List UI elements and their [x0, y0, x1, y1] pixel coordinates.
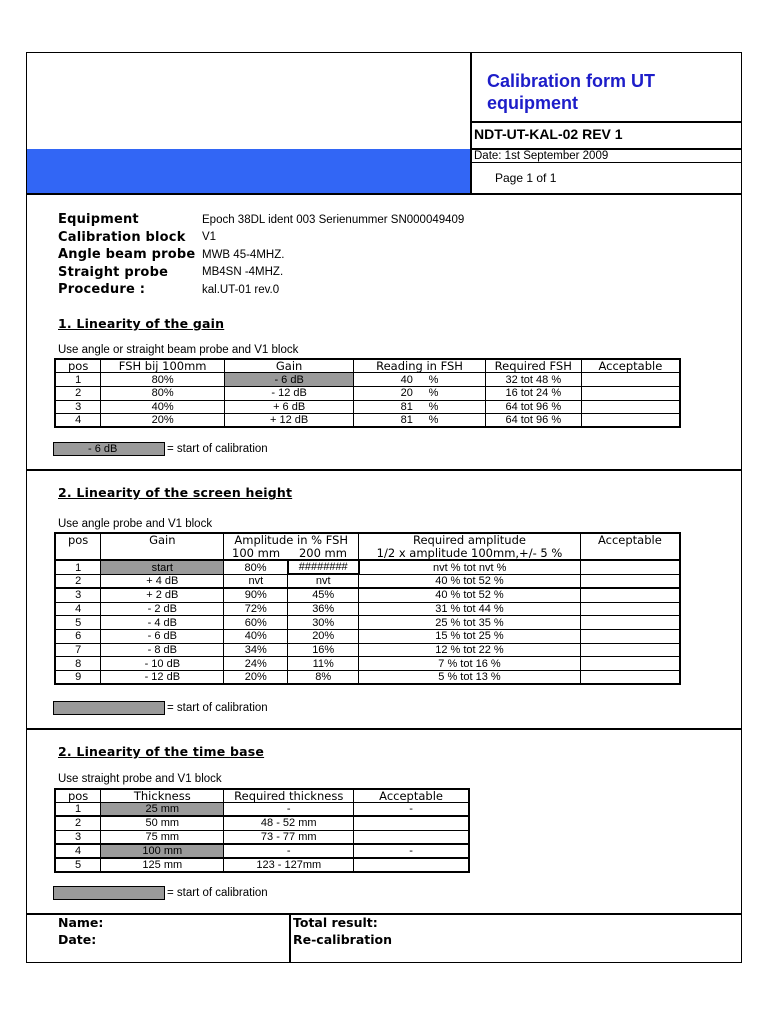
cell-acceptable[interactable]: -	[354, 844, 469, 858]
cell-required: 31 % tot 44 %	[359, 602, 581, 616]
cell-gain: - 12 dB	[225, 386, 354, 400]
cell-acceptable[interactable]	[580, 657, 680, 671]
info-row-angle-beam-probe	[58, 246, 464, 264]
cell-pos: 1	[55, 803, 101, 817]
cell-amp-100: 72%	[224, 602, 288, 616]
cell-required: 40 % tot 52 %	[359, 588, 581, 602]
cell-reading	[354, 400, 486, 414]
info-row-straight-probe	[58, 264, 464, 282]
info-value: Epoch 38DL ident 003 Serienummer SN000049409	[202, 213, 465, 226]
column-header: pos	[55, 359, 101, 373]
table-row	[55, 560, 680, 574]
column-header: Reading in FSH	[354, 359, 486, 373]
info-label: Procedure :	[58, 282, 146, 298]
cell-gain: - 6 dB	[101, 629, 224, 643]
reading-unit: %	[428, 387, 439, 400]
column-subheader: 1/2 x amplitude 100mm,+/- 5 %	[359, 547, 581, 561]
column-header: Required FSH	[485, 359, 581, 373]
table-row	[55, 414, 680, 428]
cell-acceptable[interactable]: -	[354, 803, 469, 817]
cell-acceptable[interactable]	[580, 616, 680, 630]
section-divider	[26, 728, 742, 730]
cell-reading	[354, 414, 486, 428]
table-header-row	[55, 533, 680, 547]
table-row	[55, 844, 469, 858]
info-row-calibration-block	[58, 229, 464, 247]
table-row	[55, 830, 469, 844]
name-field-label: Name:	[58, 915, 104, 930]
cell-pos: 5	[55, 616, 101, 630]
section-title-gain: 1. Linearity of the gain	[58, 316, 225, 331]
cell-reading	[354, 386, 486, 400]
table-header-row	[55, 359, 680, 373]
table-row	[55, 657, 680, 671]
cell-required: -	[224, 844, 354, 858]
cell-gain: - 4 dB	[101, 616, 224, 630]
cell-acceptable[interactable]	[580, 629, 680, 643]
table-row	[55, 588, 680, 602]
reading-value: 81	[400, 414, 413, 427]
cell-pos: 1	[55, 373, 101, 387]
column-header: FSH bij 100mm	[101, 359, 225, 373]
section-subtitle: Use straight probe and V1 block	[58, 773, 222, 785]
column-header: pos	[55, 789, 101, 803]
cell-pos: 4	[55, 602, 101, 616]
cell-pos: 2	[55, 574, 101, 588]
table-row	[55, 803, 469, 817]
cell-amp-100: 40%	[224, 629, 288, 643]
total-result-label: Total result:	[293, 915, 378, 930]
equipment-info	[58, 211, 464, 299]
cell-thickness: 125 mm	[101, 858, 224, 872]
cell-required: 25 % tot 35 %	[359, 616, 581, 630]
cell-pos: 9	[55, 671, 101, 685]
cell-acceptable[interactable]	[580, 560, 680, 574]
column-header: Amplitude in % FSH	[224, 533, 359, 547]
section-divider	[26, 469, 742, 471]
cell-required: 73 - 77 mm	[224, 830, 354, 844]
column-header: Gain	[101, 533, 224, 560]
calibration-legend	[53, 886, 268, 900]
cell-amp-200: 20%	[288, 629, 359, 643]
reading-unit: %	[428, 414, 439, 427]
reading-value: 40	[400, 373, 413, 386]
cell-acceptable[interactable]	[580, 643, 680, 657]
table-row	[55, 643, 680, 657]
cell-pos: 3	[55, 400, 101, 414]
cell-required: 15 % tot 25 %	[359, 629, 581, 643]
section-subtitle: Use angle probe and V1 block	[58, 518, 213, 530]
cell-amp-100: 34%	[224, 643, 288, 657]
cell-amp-200: nvt	[288, 574, 359, 588]
info-label: Equipment	[58, 212, 139, 228]
reading-value: 20	[400, 387, 413, 400]
column-subheader: 200 mm	[288, 547, 359, 561]
cell-gain: + 2 dB	[101, 588, 224, 602]
footer-divider	[289, 913, 291, 963]
cell-pos: 2	[55, 386, 101, 400]
form-title: Calibration form UT equipment	[487, 71, 656, 113]
cell-pos: 1	[55, 560, 101, 574]
cell-amp-200: 11%	[288, 657, 359, 671]
cell-amp-200: ########	[288, 560, 359, 574]
cell-required: 5 % tot 13 %	[359, 671, 581, 685]
table-row	[55, 400, 680, 414]
column-header: pos	[55, 533, 101, 560]
cell-amp-100: 60%	[224, 616, 288, 630]
cell-acceptable[interactable]	[580, 588, 680, 602]
cell-acceptable[interactable]	[581, 386, 680, 400]
legend-text: = start of calibration	[167, 443, 268, 455]
cell-required: 40 % tot 52 %	[359, 574, 581, 588]
cell-acceptable[interactable]	[580, 574, 680, 588]
cell-thickness: 100 mm	[101, 844, 224, 858]
cell-amp-200: 16%	[288, 643, 359, 657]
cell-acceptable[interactable]	[354, 858, 469, 872]
table-row	[55, 373, 680, 387]
cell-gain: start	[101, 560, 224, 574]
table-row	[55, 386, 680, 400]
cell-required: 64 tot 96 %	[485, 414, 581, 428]
cell-fsh: 80%	[101, 373, 225, 387]
cell-amp-200: 36%	[288, 602, 359, 616]
section-title-screen-height: 2. Linearity of the screen height	[58, 485, 293, 500]
cell-pos: 4	[55, 844, 101, 858]
legend-text: = start of calibration	[167, 702, 268, 714]
time-base-table	[54, 788, 470, 873]
footer-divider	[26, 913, 742, 915]
cell-pos: 5	[55, 858, 101, 872]
cell-fsh: 20%	[101, 414, 225, 428]
cell-pos: 8	[55, 657, 101, 671]
cell-required: 7 % tot 16 %	[359, 657, 581, 671]
column-header: Acceptable	[354, 789, 469, 803]
cell-gain: - 6 dB	[225, 373, 354, 387]
info-label: Calibration block	[58, 229, 186, 245]
cell-pos: 2	[55, 816, 101, 830]
cell-required: 32 tot 48 %	[485, 373, 581, 387]
calibration-legend	[53, 701, 268, 715]
table-row	[55, 816, 469, 830]
column-header: Thickness	[101, 789, 224, 803]
info-label: Straight probe	[58, 264, 169, 280]
cell-required: 12 % tot 22 %	[359, 643, 581, 657]
reading-unit: %	[428, 373, 439, 386]
table-row	[55, 574, 680, 588]
cell-gain: - 10 dB	[101, 657, 224, 671]
legend-text: = start of calibration	[167, 887, 268, 899]
cell-pos: 4	[55, 414, 101, 428]
screen-height-table	[54, 532, 681, 685]
document-code: NDT-UT-KAL-02 REV 1	[474, 126, 623, 142]
header-divider	[470, 121, 742, 123]
column-header: Required amplitude	[359, 533, 581, 547]
info-value: kal.UT-01 rev.0	[202, 283, 280, 296]
cell-gain: + 6 dB	[225, 400, 354, 414]
cell-acceptable[interactable]	[581, 373, 680, 387]
cell-acceptable[interactable]	[354, 816, 469, 830]
reading-unit: %	[428, 400, 439, 413]
cell-fsh: 80%	[101, 386, 225, 400]
cell-gain: - 2 dB	[101, 602, 224, 616]
header-divider	[470, 52, 472, 194]
gain-linearity-table	[54, 358, 681, 428]
info-label: Angle beam probe	[58, 247, 196, 263]
table-header-row	[55, 789, 469, 803]
cell-acceptable[interactable]	[580, 671, 680, 685]
cell-fsh: 40%	[101, 400, 225, 414]
cell-acceptable[interactable]	[580, 602, 680, 616]
cell-pos: 3	[55, 588, 101, 602]
column-header: Required thickness	[224, 789, 354, 803]
info-row-equipment	[58, 211, 464, 229]
cell-amp-200: 8%	[288, 671, 359, 685]
section-title-time-base: 2. Linearity of the time base	[58, 744, 265, 759]
cell-amp-100: nvt	[224, 574, 288, 588]
cell-acceptable[interactable]	[581, 400, 680, 414]
cell-pos: 3	[55, 830, 101, 844]
info-value: MB4SN -4MHZ.	[202, 266, 284, 279]
cell-reading	[354, 373, 486, 387]
cell-required: 123 - 127mm	[224, 858, 354, 872]
cell-required: 16 tot 24 %	[485, 386, 581, 400]
cell-amp-100: 80%	[224, 560, 288, 574]
cell-thickness: 75 mm	[101, 830, 224, 844]
header-color-band	[27, 149, 471, 193]
legend-swatch	[53, 701, 165, 715]
cell-thickness: 25 mm	[101, 803, 224, 817]
cell-amp-100: 20%	[224, 671, 288, 685]
date-field-label: Date:	[58, 932, 97, 947]
page-number: Page 1 of 1	[495, 171, 557, 185]
info-value: V1	[202, 231, 217, 244]
header-divider	[470, 162, 742, 163]
info-row-procedure	[58, 281, 464, 299]
table-row	[55, 858, 469, 872]
recalibration-label: Re-calibration	[293, 932, 392, 947]
table-row	[55, 616, 680, 630]
cell-amp-200: 45%	[288, 588, 359, 602]
table-row	[55, 671, 680, 685]
cell-gain: + 4 dB	[101, 574, 224, 588]
column-subheader: 100 mm	[224, 547, 288, 561]
cell-amp-100: 24%	[224, 657, 288, 671]
cell-required: -	[224, 803, 354, 817]
cell-amp-200: 30%	[288, 616, 359, 630]
cell-required: 64 tot 96 %	[485, 400, 581, 414]
cell-required: nvt % tot nvt %	[359, 560, 581, 574]
cell-acceptable[interactable]	[354, 830, 469, 844]
column-header: Acceptable	[581, 359, 680, 373]
table-row	[55, 629, 680, 643]
header-divider	[26, 193, 742, 195]
info-value: MWB 45-4MHZ.	[202, 248, 285, 261]
document-date: Date: 1st September 2009	[474, 150, 609, 162]
calibration-legend	[53, 442, 268, 456]
column-header: Acceptable	[580, 533, 680, 560]
legend-swatch: - 6 dB	[53, 442, 165, 456]
cell-thickness: 50 mm	[101, 816, 224, 830]
section-subtitle: Use angle or straight beam probe and V1 block	[58, 344, 299, 356]
cell-required: 48 - 52 mm	[224, 816, 354, 830]
legend-swatch	[53, 886, 165, 900]
cell-gain: - 12 dB	[101, 671, 224, 685]
cell-gain: + 12 dB	[225, 414, 354, 428]
table-row	[55, 602, 680, 616]
cell-gain: - 8 dB	[101, 643, 224, 657]
cell-pos: 7	[55, 643, 101, 657]
cell-acceptable[interactable]	[581, 414, 680, 428]
cell-amp-100: 90%	[224, 588, 288, 602]
column-header: Gain	[225, 359, 354, 373]
reading-value: 81	[400, 400, 413, 413]
cell-pos: 6	[55, 629, 101, 643]
